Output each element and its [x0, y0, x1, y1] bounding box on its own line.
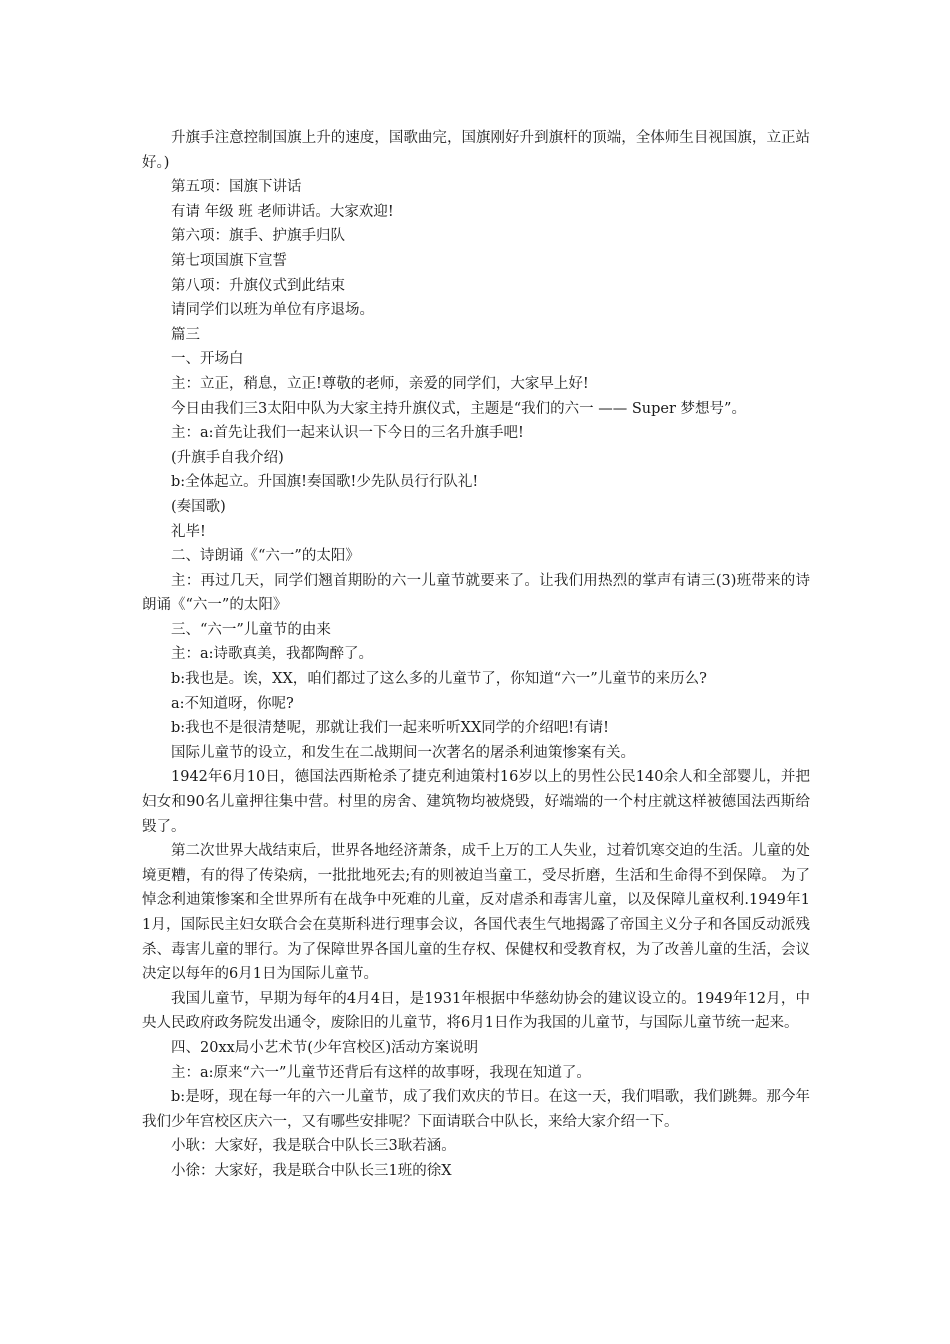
paragraph: 主：a:诗歌真美，我都陶醉了。: [171, 646, 374, 663]
section-title: 篇三: [171, 326, 200, 343]
paragraph: 主：a:原来“六一”儿童节还背后有这样的故事呀，我现在知道了。: [171, 1064, 591, 1081]
paragraph: a:不知道呀，你呢?: [171, 695, 294, 712]
paragraph: b:是呀，现在每一年的六一儿童节，成了我们欢庆的节日。在这一天，我们唱歌，我们跳舞。那今年我们少年宫校区庆六一，又有哪些安排呢？下面请联合中队长，来给大家介绍一下。: [142, 1089, 810, 1130]
paragraph: 1942年6月10日，德国法西斯枪杀了捷克利迪策村16岁以上的男性公民140余人和全部婴儿，并把妇女和90名儿童押往集中营。村里的房舍、建筑物均被烧毁，好端端的一个村庄就这样被德国法西斯给毁了。: [142, 769, 810, 835]
paragraph: b:我也不是很清楚呢，那就让我们一起来听听XX同学的介绍吧!有请!: [171, 720, 609, 737]
item-seven: 第七项国旗下宣誓: [171, 252, 287, 269]
paragraph: 主：a:首先让我们一起来认识一下今日的三名升旗手吧!: [171, 425, 524, 442]
paragraph: 我国儿童节，早期为每年的4月4日，是1931年根据中华慈幼协会的建议设立的。1949年12月，中央人民政府政务院发出通令，废除旧的儿童节，将6月1日作为我国的儿童节，与国际儿童节统一起来。: [142, 990, 810, 1032]
paragraph: 升旗手注意控制国旗上升的速度，国歌曲完，国旗刚好升到旗杆的顶端，全体师生目视国旗，立正站好。): [142, 130, 810, 171]
paragraph: 小耿：大家好，我是联合中队长三3耿若涵。: [171, 1138, 456, 1155]
paragraph: 今日由我们三3太阳中队为大家主持升旗仪式，主题是“我们的六一 —— Super 梦想号”。: [171, 400, 746, 417]
paragraph: 国际儿童节的设立，和发生在二战期间一次著名的屠杀利迪策惨案有关。: [171, 744, 635, 761]
paragraph: (升旗手自我介绍): [171, 449, 284, 466]
paragraph: 主：再过几天，同学们翘首期盼的六一儿童节就要来了。让我们用热烈的掌声有请三(3)班带来的诗朗诵《“六一”的太阳》: [142, 572, 810, 614]
paragraph: (奏国歌): [171, 498, 226, 515]
item-six: 第六项：旗手、护旗手归队: [171, 228, 345, 245]
paragraph: 第二次世界大战结束后，世界各地经济萧条，成千上万的工人失业，过着饥寒交迫的生活。儿童的处境更糟，有的得了传染病，一批批地死去;有的则被迫当童工，受尽折磨，生活和生命得不到保障。 为了悼念利迪策惨案和全世界所有在战争中死难的儿童，反对虐杀和毒害儿童，以及保障儿童权利.1949年11月，国际民主妇女联合会在莫斯科进行理事会议，各国代表生气地揭露了帝国主义分子和各国反动派残杀、毒害儿童的罪行。为了保障世界各国儿童的生存权、保健权和受教育权，为了改善儿童的生活，会议决定以每年的6月1日为国际儿童节。: [142, 843, 810, 983]
paragraph: 小徐：大家好，我是联合中队长三1班的徐X: [171, 1162, 452, 1179]
item-five: 第五项：国旗下讲话: [171, 179, 302, 196]
paragraph: 主：立正，稍息，立正!尊敬的老师，亲爱的同学们，大家早上好!: [171, 375, 589, 392]
paragraph: b:我也是。诶，XX，咱们都过了这么多的儿童节了，你知道“六一”儿童节的来历么?: [171, 671, 707, 688]
document-body: [142, 126, 810, 1184]
paragraph: 有请 年级 班 老师讲话。大家欢迎!: [171, 203, 394, 220]
section-heading: 四、20xx局小艺术节(少年宫校区)活动方案说明: [171, 1039, 479, 1056]
item-eight: 第八项：升旗仪式到此结束: [171, 277, 345, 294]
paragraph: 请同学们以班为单位有序退场。: [171, 302, 374, 319]
section-heading: 三、“六一”儿童节的由来: [171, 621, 331, 638]
section-heading: 二、诗朗诵《“六一”的太阳》: [171, 548, 360, 565]
section-heading: 一、开场白: [171, 351, 244, 368]
paragraph: b:全体起立。升国旗!奏国歌!少先队员行行队礼!: [171, 474, 479, 491]
paragraph: 礼毕!: [171, 523, 206, 540]
